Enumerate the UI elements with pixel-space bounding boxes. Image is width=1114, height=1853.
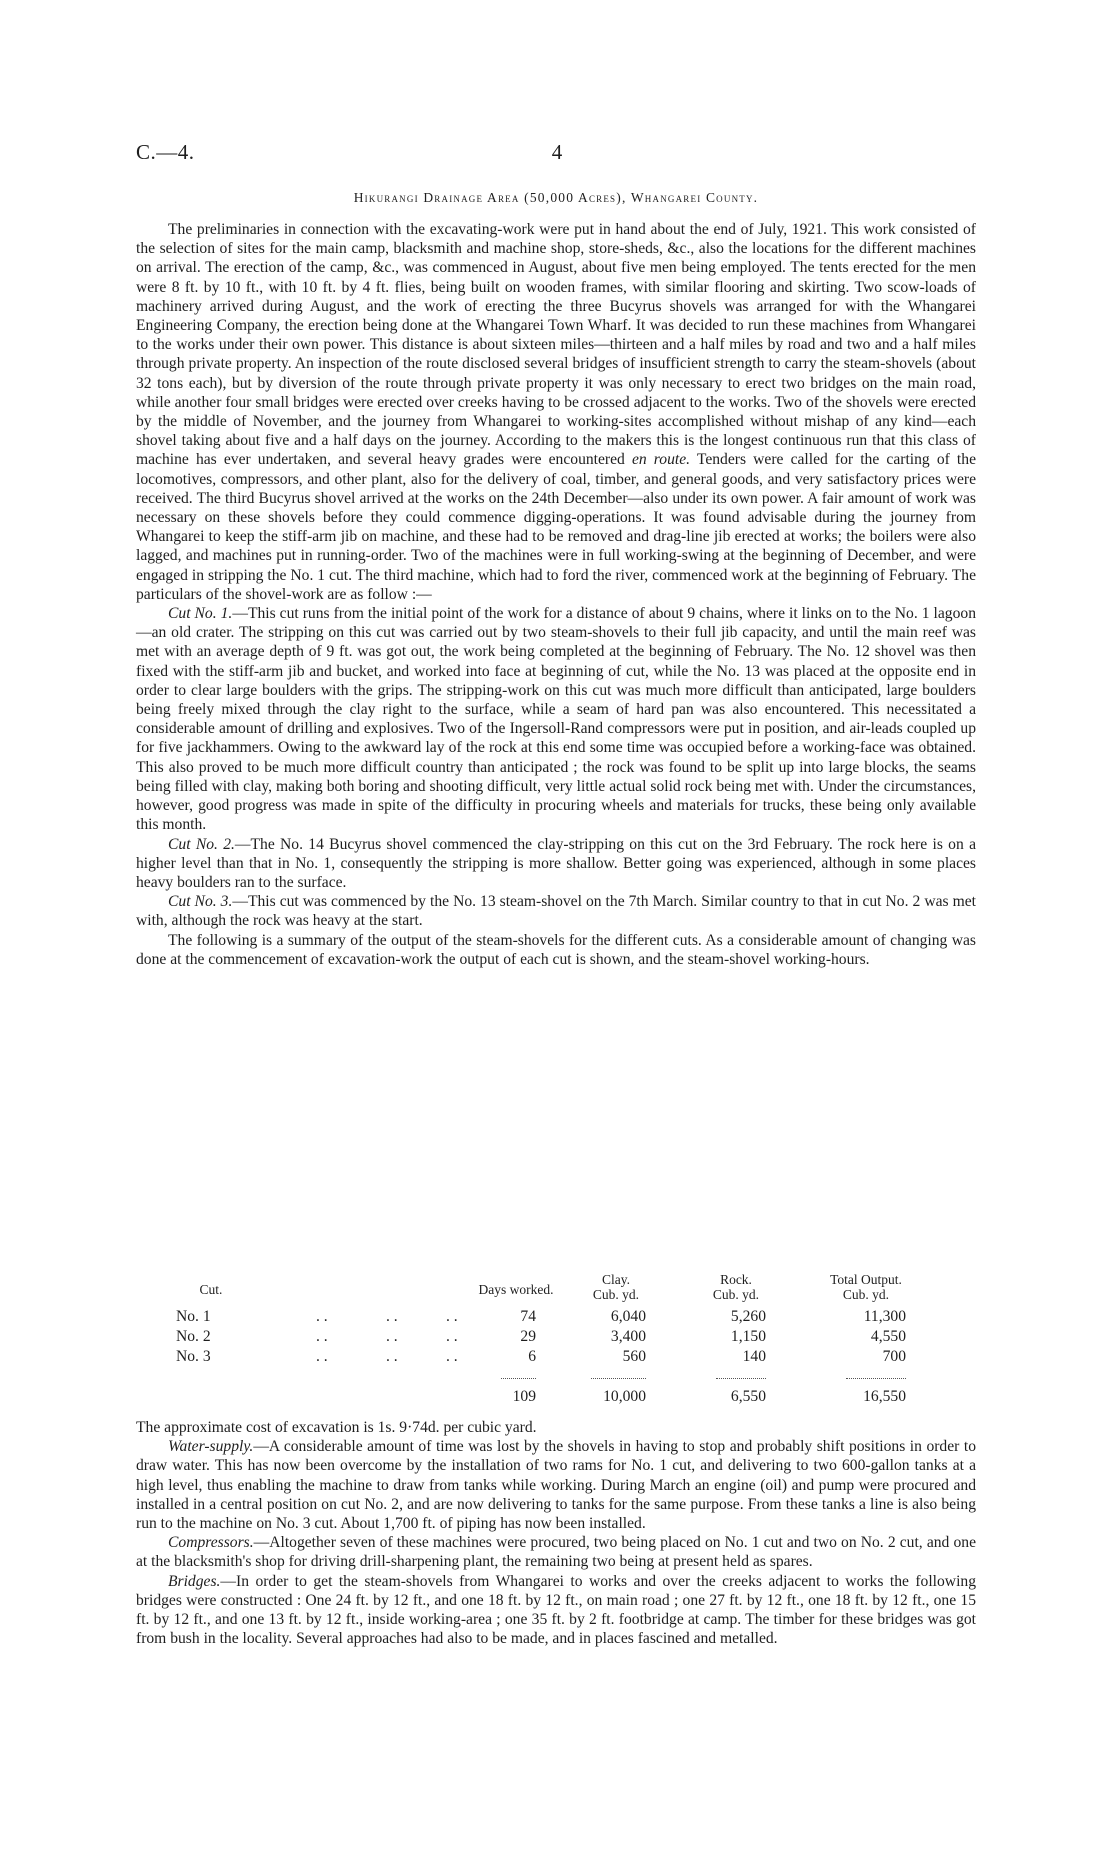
row2-days: 29 bbox=[520, 1328, 536, 1345]
cut1-text: —This cut runs from the initial point of the work for a distance of about 9 chains, where it links on to the No. 1 lagoon—an old crater. The stripping on this cut was carried out by two steam-shovels to their full jib capacity, and until the main reef was met with an average depth of 9 ft. was got out, the work being completed at the beginning of February. The No. 12 shovel was then fixed with the stiff-arm jib and bucket, and worked into face at beginning of cut, while the No. 13 was placed at the opposite end in order to clear large boulders with the grips. The stripping-work on this cut was much more difficult than anticipated, large boulders being freely mixed through the clay right to the surface, while a seam of hard pan was also encountered. This necessitated a considerable amount of drilling and explosives. Two of the Ingersoll-Rand compressors were put in position, and air-leads coupled up for five jackhammers. Owing to the awkward lay of the rock at this end some time was occupied before a working-face was obtained. This also proved to be much more difficult country than anticipated ; the rock was found to be split up into large blocks, the seams being filled with clay, making both boring and shooting difficult, very little actual solid rock being met with. Under the circumstances, however, good progress was made in spite of the difficulty in procuring wheels and materials for trucks, these being only available this month. bbox=[136, 605, 976, 834]
row2-rock: 1,150 bbox=[730, 1328, 766, 1345]
body-text-upper bbox=[136, 220, 976, 969]
row1-clay: 6,040 bbox=[610, 1308, 646, 1325]
section-title: Hikurangi Drainage Area (50,000 Acres), Whangarei County. bbox=[353, 190, 759, 205]
row2-cut: No. 2 bbox=[176, 1328, 211, 1345]
header-days: Days worked. bbox=[478, 1282, 554, 1297]
row3-clay: 560 bbox=[622, 1348, 646, 1365]
total-clay: 10,000 bbox=[603, 1388, 646, 1405]
header-clay-unit: Cub. yd. bbox=[592, 1287, 640, 1302]
row3-leader-a: . . bbox=[316, 1348, 328, 1365]
document-reference: C.—4. bbox=[136, 140, 195, 164]
intro-paragraph bbox=[136, 220, 976, 604]
row1-leader-c: . . bbox=[446, 1308, 458, 1325]
cut2-text: —The No. 14 Bucyrus shovel commenced the clay-stripping on this cut on the 3rd February. The rock here is on a higher level than that in No. 1, consequently the stripping is more shallow. Better going was experienced, although in some places heavy boulders ran to the surface. bbox=[136, 835, 976, 891]
row2-clay: 3,400 bbox=[610, 1328, 646, 1345]
water-label: Water-supply. bbox=[168, 1438, 254, 1456]
total-output: 16,550 bbox=[863, 1388, 906, 1405]
cut3-text: —This cut was commenced by the No. 13 steam-shovel on the 7th March. Similar country to that in cut No. 2 was met with, although the rock was heavy at the start. bbox=[136, 893, 976, 930]
summary-text: The following is a summary of the output of the steam-shovels for the different cuts. As a considerable amount of changing was done at the commencement of excavation-work the output of each cut is shown, and the steam-shovel working-hours. bbox=[136, 931, 976, 968]
bridges-label: Bridges. bbox=[168, 1572, 221, 1590]
clay-total-rule bbox=[591, 1378, 646, 1379]
water-paragraph bbox=[136, 1437, 976, 1533]
row1-total: 11,300 bbox=[863, 1308, 906, 1325]
row2-leader-c: . . bbox=[446, 1328, 458, 1345]
cut3-paragraph bbox=[136, 892, 976, 930]
row2-total: 4,550 bbox=[870, 1328, 906, 1345]
rock-total-rule bbox=[716, 1378, 766, 1379]
cut1-paragraph bbox=[136, 604, 976, 834]
cut3-label: Cut No. 3. bbox=[168, 893, 233, 911]
bridges-paragraph bbox=[136, 1572, 976, 1649]
cut1-label: Cut No. 1. bbox=[168, 605, 233, 623]
row1-rock: 5,260 bbox=[730, 1308, 766, 1325]
summary-paragraph bbox=[136, 931, 976, 969]
header-rock: Rock. bbox=[720, 1272, 752, 1287]
row1-leader-b: . . bbox=[386, 1308, 398, 1325]
header-total: Total Output. bbox=[830, 1272, 902, 1287]
row3-rock: 140 bbox=[742, 1348, 766, 1365]
row1-days: 74 bbox=[520, 1308, 536, 1325]
compressors-paragraph bbox=[136, 1533, 976, 1571]
header-clay: Clay. bbox=[602, 1272, 630, 1287]
row1-leader-a: . . bbox=[316, 1308, 328, 1325]
row2-leader-a: . . bbox=[316, 1328, 328, 1345]
intro-text: The preliminaries in connection with the excavating-work were put in hand about the end of July, 1921. This work consisted of the selection of sites for the main camp, blacksmith and machine shop, store-sheds, &c., also the locations for the different machines on arrival. The erection of the camp, &c., was commenced in August, about five men being employed. The tents erected for the men were 8 ft. by 10 ft., with 10 ft. by 4 ft. flies, being built on wooden frames, with similar flooring and skirting. Two scow-loads of machinery arrived during August, and the work of erecting the three Bucyrus shovels was arranged for with the Whangarei Engineering Company, the erection being done at the Whangarei Town Wharf. It was decided to run these machines from Whangarei to the works under their own power. This distance is about sixteen miles—thirteen and a half miles by road and two and a half miles through private property. An inspection of the route disclosed several bridges of insufficient strength to carry the steam-shovels (about 32 tons each), but by diversion of the route through private property it was only necessary to erect two bridges on the main road, while another four small bridges were erected over creeks having to be crossed adjacent to the works. Two of the shovels were erected by the middle of November, and the journey from Whangarei to working-sites accomplished without mishap of any kind—each shovel taking about five and a half days on the journey. According to the makers this is the longest continuous run that this class of machine has ever undertaken, and several heavy grades were encountered bbox=[136, 221, 976, 469]
row3-leader-b: . . bbox=[386, 1348, 398, 1365]
cost-text: The approximate cost of excavation is 1s. 9·74d. per cubic yard. bbox=[136, 1419, 537, 1436]
cost-paragraph bbox=[136, 1418, 976, 1437]
total-days: 109 bbox=[512, 1388, 536, 1405]
row2-leader-b: . . bbox=[386, 1328, 398, 1345]
row3-leader-c: . . bbox=[446, 1348, 458, 1365]
row1-cut: No. 1 bbox=[176, 1308, 211, 1325]
header-rock-unit: Cub. yd. bbox=[712, 1287, 760, 1302]
days-total-rule bbox=[501, 1378, 536, 1379]
row3-days: 6 bbox=[528, 1348, 536, 1365]
header-total-unit: Cub. yd. bbox=[842, 1287, 890, 1302]
body-text-lower bbox=[136, 1418, 976, 1648]
water-text: —A considerable amount of time was lost by the shovels in having to stop and probably shift positions in order to draw water. This has now been overcome by the installation of two rams for No. 1 cut, and delivering to two 600-gallon tanks at a high level, thus enabling the machine to draw from tanks while working. During March an engine (oil) and pump were procured and installed in a central position on cut No. 2, and are now delivering to tanks for the same purpose. From these tanks a line is also being run to the machine on No. 3 cut. About 1,700 ft. of piping has now been installed. bbox=[136, 1438, 976, 1533]
cut2-label: Cut No. 2. bbox=[168, 835, 235, 853]
cut2-paragraph bbox=[136, 835, 976, 893]
total-total-rule bbox=[846, 1378, 906, 1379]
intro-text-end: Tenders were called for the carting of the locomotives, compressors, and other plant, also for the delivery of coal, timber, and general goods, and very satisfactory prices were received. The third Bucyrus shovel arrived at the works on the 24th December—also under its own power. A fair amount of work was necessary on these shovels before they could commence digging-operations. It was found advisable during the journey from Whangarei to keep the stiff-arm jib on machine, and these had to be removed and drag-line jib erected at works; the boilers were also lagged, and machines put in running-order. Two of the machines were in full working-swing at the beginning of December, and were engaged in stripping the No. 1 cut. The third machine, which had to ford the river, commenced work at the beginning of February. The particulars of the shovel-work are as follow :— bbox=[136, 451, 976, 603]
row3-total: 700 bbox=[882, 1348, 906, 1365]
intro-italic: en route. bbox=[631, 451, 691, 469]
total-rock: 6,550 bbox=[730, 1388, 766, 1405]
compressors-label: Compressors. bbox=[168, 1534, 254, 1552]
bridges-text: —In order to get the steam-shovels from Whangarei to works and over the creeks adjacent to works the following bridges were constructed : One 24 ft. by 12 ft., and one 18 ft. by 12 ft., on main road ; one 27 ft. by 12 ft., one 18 ft. by 12 ft., one 15 ft. by 12 ft., and one 13 ft. by 12 ft., inside working-area ; one 35 ft. by 2 ft. footbridge at camp. The timber for these bridges was got from bush in the locality. Several approaches had also to be made, and in places fascined and metalled. bbox=[136, 1572, 976, 1648]
header-cut: Cut. bbox=[199, 1282, 223, 1297]
compressors-text: —Altogether seven of these machines were procured, two being placed on No. 1 cut and two on No. 2 cut, and one at the blacksmith's shop for driving drill-sharpening plant, the remaining two being at present held as spares. bbox=[136, 1534, 976, 1571]
row3-cut: No. 3 bbox=[176, 1348, 211, 1365]
page-number: 4 bbox=[551, 140, 563, 164]
